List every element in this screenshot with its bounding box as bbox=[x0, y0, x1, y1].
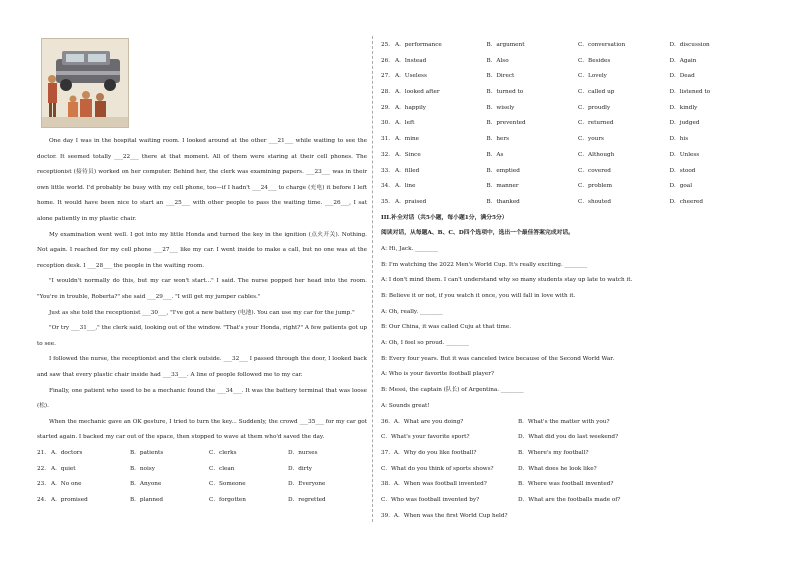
option-d: D．goal bbox=[669, 183, 693, 190]
choice-right: B．Where's my football? bbox=[518, 449, 589, 456]
choice-left: 37．A．Why do you like football? bbox=[381, 449, 477, 456]
option-b: B．planned bbox=[130, 496, 164, 503]
choice-row bbox=[381, 415, 761, 431]
choice-left: C．What's your favorite sport? bbox=[381, 434, 470, 441]
passage-paragraph: One day I was in the hospital waiting room. I looked around at the other ___21___ while waiting to see the doctor. It seemed totally ___22___ there at that moment. All of them were staring at their cell phones. The receptionist (接待员) worked on her computer. Behind her, the clerk was examining papers. ___23___ was in their own little world. I'd probably be busy with my cell phone, too—if I hadn't ___24___ to charge (充电) it before I left home. It would have been nice to start an ___25___ with other people to pass the waiting time. ___26___, I sat alone patiently in my plastic chair. bbox=[37, 138, 367, 222]
option-a: A．filled bbox=[395, 167, 420, 174]
option-row bbox=[37, 477, 367, 493]
section-instruction: 阅读对话，从每题A、B、C、D四个选项中，选出一个最佳答案完成对话。 bbox=[381, 230, 574, 237]
option-c: C．clean bbox=[209, 465, 235, 472]
choice-row bbox=[381, 477, 761, 493]
dialogue-line: A: I don't mind them. I can't understand why so many students stay up late to watch it. bbox=[381, 277, 633, 284]
question-number: 32． bbox=[381, 151, 394, 158]
question-number: 26． bbox=[381, 57, 394, 64]
option-d: D．kindly bbox=[669, 104, 698, 111]
choice-right: D．What are the footballs made of? bbox=[518, 496, 621, 503]
left-column bbox=[37, 38, 367, 509]
option-d: D．cheered bbox=[669, 198, 704, 205]
car-repair-illustration bbox=[41, 38, 129, 128]
option-d: D．judged bbox=[669, 120, 700, 127]
choice-left: 39．A．When was the first World Cup held? bbox=[381, 512, 508, 519]
option-d: D．listened to bbox=[669, 89, 711, 96]
dialogue-line: B: Believe it or not, if you watch it once, you will fall in love with it. bbox=[381, 293, 576, 299]
option-b: B．turned to bbox=[486, 89, 524, 96]
option-d: D．Unless bbox=[669, 151, 700, 158]
option-d: D．dirty bbox=[288, 465, 312, 472]
option-row bbox=[37, 462, 367, 478]
option-c: C．called up bbox=[578, 89, 615, 96]
option-row bbox=[381, 54, 761, 70]
choice-row bbox=[381, 446, 761, 462]
option-a: A．Useless bbox=[395, 73, 427, 80]
dialogue-line: A: Sounds great! bbox=[381, 402, 430, 409]
choice-left: 38．A．When was football invented? bbox=[381, 481, 487, 488]
option-row bbox=[381, 164, 761, 180]
dialogue bbox=[381, 242, 761, 415]
option-c: C．Someone bbox=[209, 481, 246, 488]
option-row bbox=[381, 38, 761, 54]
choice-left: C．What do you think of sports shows? bbox=[381, 465, 494, 472]
option-c: C．clerks bbox=[209, 449, 237, 456]
choice-row bbox=[381, 493, 761, 509]
option-c: C．yours bbox=[578, 136, 604, 143]
dialogue-line: A: Oh, I feel so proud. ________ bbox=[381, 340, 469, 347]
option-d: D．Everyone bbox=[288, 481, 326, 488]
choice-row bbox=[381, 430, 761, 446]
question-number: 30． bbox=[381, 120, 394, 127]
question-number: 34． bbox=[381, 183, 394, 190]
choice-right: B．Where was football invented? bbox=[518, 481, 614, 488]
option-row bbox=[381, 101, 761, 117]
option-c: C．Besides bbox=[578, 57, 611, 64]
option-d: D．nurses bbox=[288, 449, 318, 456]
option-b: B．wisely bbox=[486, 104, 515, 111]
choice-right: D．What did you do last weekend? bbox=[518, 434, 619, 441]
dialogue-line: A: Oh, really. ________ bbox=[381, 308, 443, 315]
question-number: 28． bbox=[381, 89, 394, 96]
question-number: 21. bbox=[37, 449, 47, 456]
choice-right: B．What's the matter with you? bbox=[518, 418, 610, 425]
option-a: A．doctors bbox=[51, 449, 83, 456]
question-number: 25． bbox=[381, 42, 394, 48]
option-row bbox=[381, 132, 761, 148]
option-a: A．No one bbox=[51, 481, 82, 488]
option-row bbox=[381, 116, 761, 132]
option-c: C．covered bbox=[578, 167, 611, 174]
choice-row bbox=[381, 462, 761, 478]
illustration-drawing bbox=[42, 39, 128, 127]
choice-left: 36．A．What are you doing? bbox=[381, 418, 464, 425]
question-number: 27． bbox=[381, 73, 394, 80]
dialogue-line: B: Every four years. But it was canceled twice because of the Second World War. bbox=[381, 355, 615, 362]
option-b: B．Anyone bbox=[130, 481, 162, 488]
options-list bbox=[381, 38, 761, 211]
option-d: D．Dead bbox=[669, 73, 695, 80]
passage-paragraph: I followed the nurse, the receptionist and the clerk outside. ___32___ I passed through the door, I looked back and saw that every plastic chair inside had ___33___. A line of people followed me to my car. bbox=[37, 356, 367, 378]
option-a: A．performance bbox=[395, 42, 442, 48]
option-a: A．happily bbox=[395, 104, 426, 111]
option-a: A．Since bbox=[395, 151, 421, 158]
option-c: C．Lovely bbox=[578, 73, 607, 80]
option-a: A．looked after bbox=[395, 89, 440, 96]
option-c: C．problem bbox=[578, 183, 613, 190]
option-a: A．mine bbox=[395, 136, 420, 143]
question-number: 35． bbox=[381, 198, 394, 205]
option-row bbox=[37, 446, 367, 462]
passage-paragraph: Just as she told the receptionist ___30___, "I've got a new battery (电池). You can use my car for the jump." bbox=[49, 309, 355, 316]
option-d: D．his bbox=[669, 136, 689, 143]
question-number: 22. bbox=[37, 465, 47, 472]
option-c: C．conversation bbox=[578, 42, 626, 48]
dialogue-line: B: Our China, it was called Cuju at that time. bbox=[381, 324, 512, 331]
dialogue-line: A: Who is your favorite football player? bbox=[381, 371, 494, 378]
option-b: B．argument bbox=[486, 42, 525, 48]
option-c: C．forgotten bbox=[209, 496, 246, 503]
option-a: A．Instead bbox=[395, 57, 427, 64]
section-title: III.补全对话（共5小题，每小题1分，满分5分） bbox=[381, 214, 508, 221]
option-row bbox=[37, 493, 367, 509]
option-a: A．left bbox=[395, 120, 415, 127]
passage-paragraph: "Or try ___31___," the clerk said, looking out of the window. "That's your Honda, right?" A few patients got up to see. bbox=[37, 325, 367, 347]
option-row bbox=[381, 195, 761, 211]
option-c: C．proudly bbox=[578, 104, 611, 111]
option-row bbox=[381, 69, 761, 85]
question-number: 33． bbox=[381, 167, 394, 174]
question-number: 24. bbox=[37, 496, 47, 503]
dialogue-line: B: I'm watching the 2022 Men's World Cup. It's really exciting. ________ bbox=[381, 261, 588, 268]
question-number: 29． bbox=[381, 104, 394, 111]
question-number: 31． bbox=[381, 136, 394, 143]
option-a: A．line bbox=[395, 183, 416, 190]
passage-paragraph: "I wouldn't normally do this, but my car won't start..." I said. The nurse popped her head into the room. "You're in trouble, Roberta?" she said ___29___. "I will get my jumper cables." bbox=[37, 278, 367, 300]
choice-right: D．What does he look like? bbox=[518, 465, 597, 472]
option-d: D．stood bbox=[669, 167, 696, 174]
option-b: B．thanked bbox=[486, 198, 520, 205]
option-b: B．hers bbox=[486, 136, 510, 143]
column-divider bbox=[372, 36, 373, 522]
option-b: B．Direct bbox=[486, 73, 515, 80]
option-c: C．Although bbox=[578, 151, 615, 158]
option-b: B．emptied bbox=[486, 167, 520, 174]
passage-paragraph: When the mechanic gave an OK gesture, I tried to turn the key... Suddenly, the crowd ___35___ for my car got started again. I backed my car out of the space, then stopped to wave at them who'd saved the day. bbox=[37, 418, 367, 441]
option-c: C．shouted bbox=[578, 198, 612, 205]
option-row bbox=[381, 148, 761, 164]
option-d: D．Again bbox=[669, 57, 697, 64]
dialogue-choices bbox=[381, 415, 761, 525]
option-d: D．discussion bbox=[669, 42, 710, 48]
option-d: D．regretted bbox=[288, 496, 326, 503]
passage-paragraph: My examination went well. I got into my little Honda and turned the key in the ignition (点火开关). Nothing. Not again. I reached for my cell phone ___27___ like my car. I went inside to make a call, but no one was at the reception desk. I ___28___ the people in the waiting room. bbox=[37, 231, 367, 269]
option-b: B．manner bbox=[486, 183, 519, 190]
option-b: B．noisy bbox=[130, 465, 155, 472]
dialogue-line: B: Messi, the captain (队长) of Argentina. ________ bbox=[381, 387, 524, 394]
choice-row bbox=[381, 509, 761, 525]
choice-left: C．Who was football invented by? bbox=[381, 496, 480, 503]
passage-paragraph: Finally, one patient who used to be a mechanic found the ___34___. It was the battery terminal that was loose (松). bbox=[37, 387, 367, 410]
option-b: B．As bbox=[486, 151, 504, 158]
option-a: A．praised bbox=[395, 198, 427, 205]
question-number: 23. bbox=[37, 481, 47, 488]
dialogue-line: A: Hi, Jack. ________ bbox=[381, 245, 438, 252]
option-b: B．prevented bbox=[486, 120, 526, 127]
option-a: A．promised bbox=[51, 496, 88, 503]
option-b: B．patients bbox=[130, 449, 164, 456]
option-row bbox=[381, 85, 761, 101]
option-c: C．returned bbox=[578, 120, 614, 127]
right-column bbox=[381, 38, 761, 524]
option-row bbox=[381, 179, 761, 195]
option-a: A．quiet bbox=[51, 465, 76, 472]
option-b: B．Also bbox=[486, 57, 509, 64]
